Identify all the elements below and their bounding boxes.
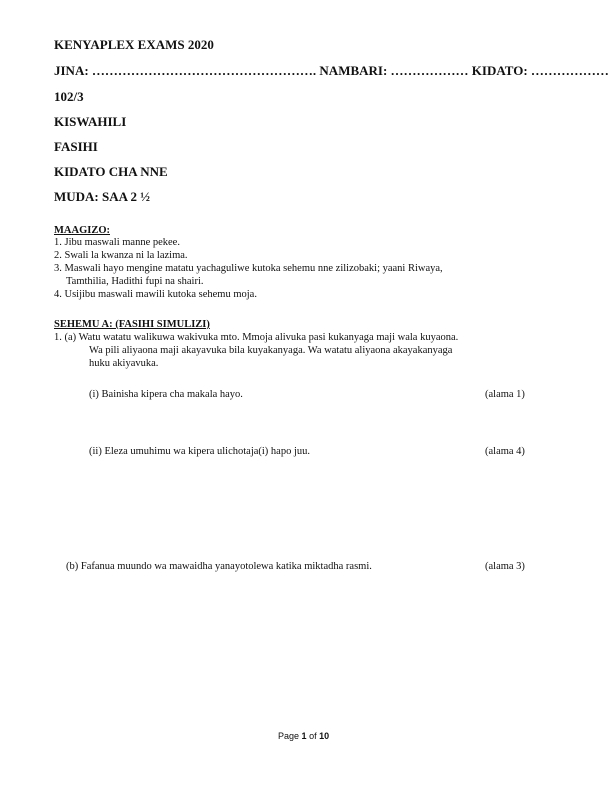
question-1a-text: huku akiyavuka. (89, 358, 159, 369)
duration: MUDA: SAA 2 ½ (54, 189, 151, 204)
paper-name: FASIHI (54, 139, 98, 154)
question-1a-i: (i) Bainisha kipera cha makala hayo. (89, 389, 243, 400)
instructions-title: MAAGIZO: (54, 225, 110, 236)
total-pages: 10 (319, 731, 330, 741)
of-label: of (309, 731, 317, 741)
instruction-item: 3. Maswali hayo mengine matatu yachaguliwe kutoka sehemu nne zilizobaki; yaani Riwaya, (54, 263, 443, 274)
question-1a-ii: (ii) Eleza umuhimu wa kipera ulichotaja(i) hapo juu. (89, 446, 311, 457)
section-a-title: SEHEMU A: (FASIHI SIMULIZI) (54, 319, 210, 330)
page-footer (278, 731, 329, 741)
exam-title: KENYAPLEX EXAMS 2020 (54, 37, 214, 52)
marks-1a-i: (alama 1) (485, 389, 525, 400)
instruction-item-continuation: Tamthilia, Hadithi fupi na shairi. (66, 276, 204, 287)
marks-1a-ii: (alama 4) (485, 446, 525, 457)
name-number-form-line: JINA: ……………………………………………. NAMBARI: ……………… KIDATO: ……………… (54, 63, 609, 78)
question-1a-text: 1. (a) Watu watatu walikuwa wakivuka mto. Mmoja alivuka pasi kukanyaga maji wala kuyaona. (54, 332, 459, 343)
page-label: Page (278, 731, 300, 741)
marks-1b: (alama 3) (485, 561, 525, 572)
paper-code: 102/3 (54, 89, 84, 104)
instruction-item: 1. Jibu maswali manne pekee. (54, 237, 180, 248)
instruction-item: 2. Swali la kwanza ni la lazima. (54, 250, 188, 261)
current-page: 1 (301, 731, 307, 741)
form-level: KIDATO CHA NNE (54, 164, 168, 179)
instruction-item: 4. Usijibu maswali mawili kutoka sehemu moja. (54, 289, 257, 300)
question-1a-text: Wa pili aliyaona maji akayavuka bila kuyakanyaga. Wa watatu aliyaona akayakanyaga (89, 345, 453, 356)
subject: KISWAHILI (54, 114, 127, 129)
question-1b: (b) Fafanua muundo wa mawaidha yanayotolewa katika miktadha rasmi. (66, 561, 372, 572)
